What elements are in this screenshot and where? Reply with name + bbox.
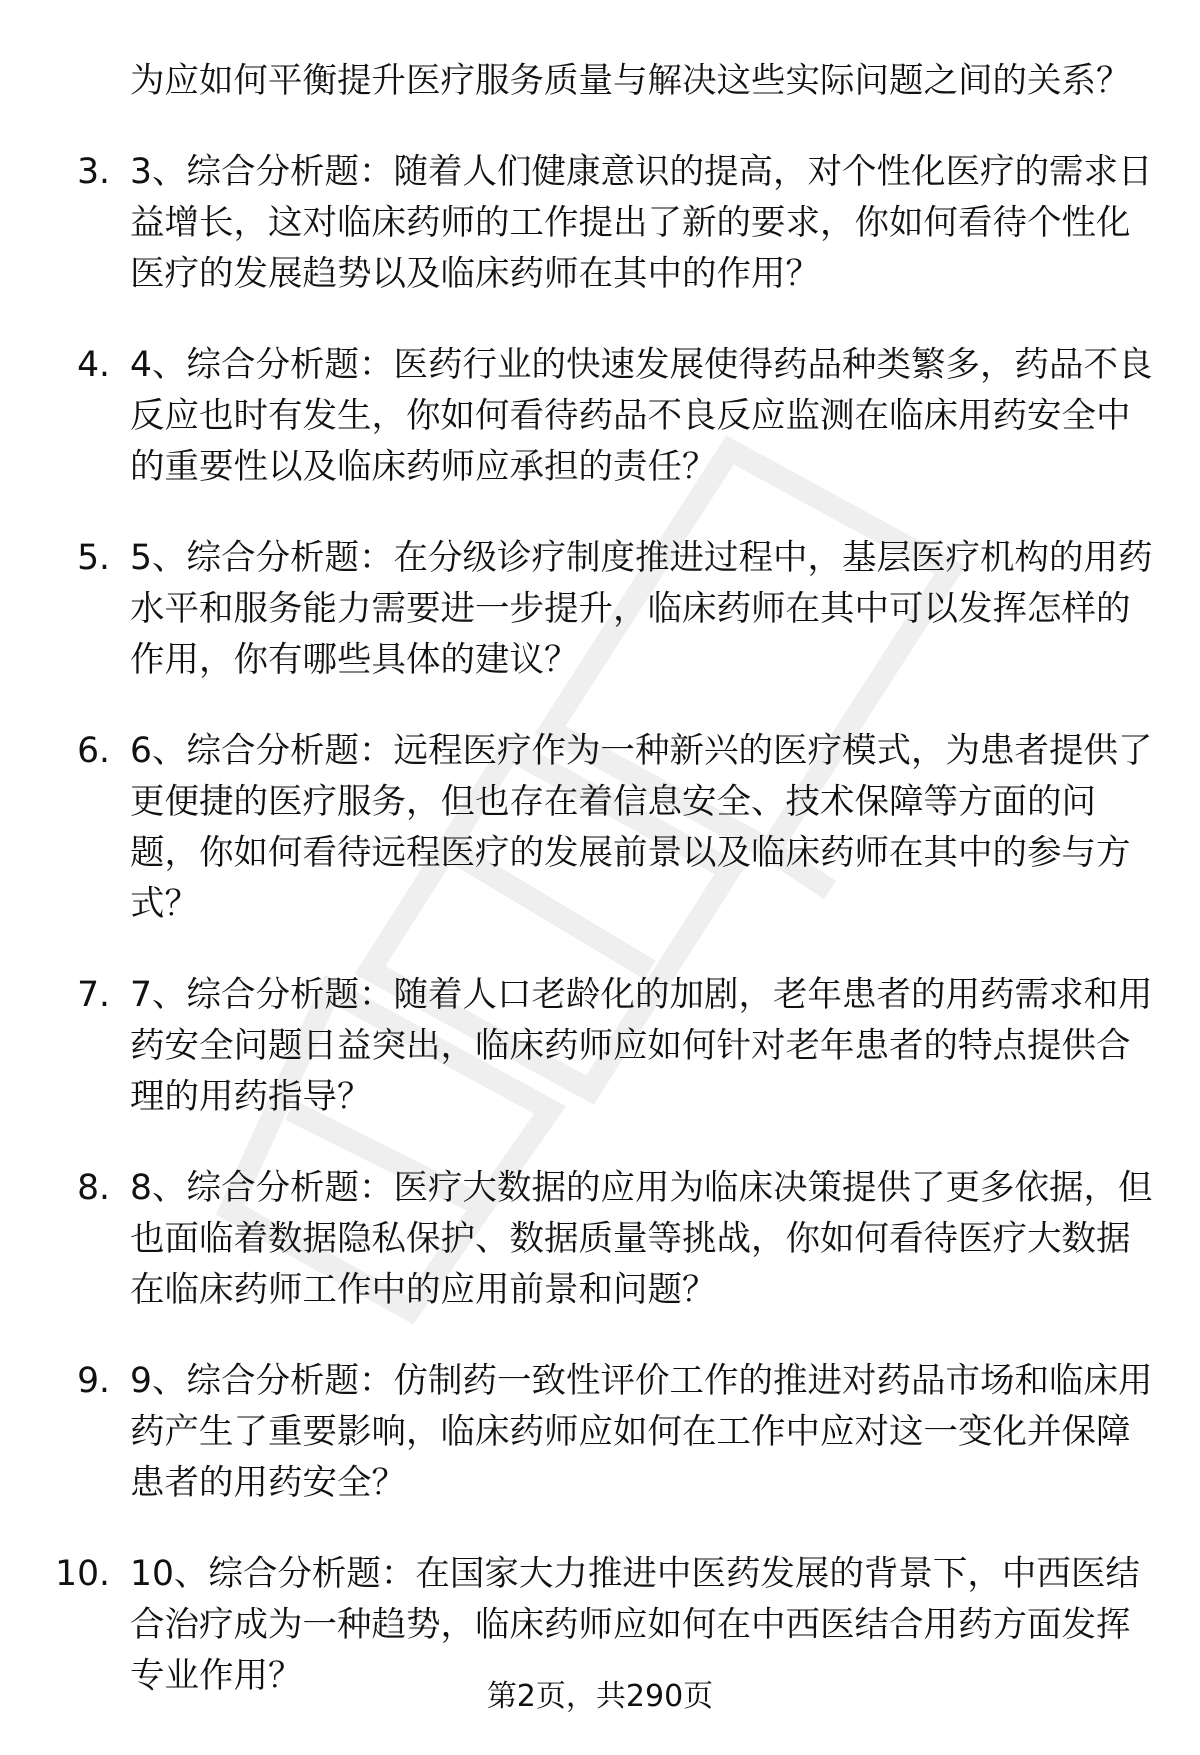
list-item	[0, 340, 1200, 493]
question-text: 8、综合分析题：医疗大数据的应用为临床决策提供了更多依据，但也面临着数据隐私保护、数据质量等挑战，你如何看待医疗大数据在临床药师工作中的应用前景和问题？	[130, 1168, 1153, 1310]
list-item	[0, 1163, 1200, 1316]
question-text: 9、综合分析题：仿制药一致性评价工作的推进对药品市场和临床用药产生了重要影响，临床药师应如何在工作中应对这一变化并保障患者的用药安全？	[130, 1361, 1153, 1503]
question-number: 9.	[77, 1361, 110, 1401]
question-text: 5、综合分析题：在分级诊疗制度推进过程中，基层医疗机构的用药水平和服务能力需要进一步提升，临床药师在其中可以发挥怎样的作用，你有哪些具体的建议？	[130, 538, 1153, 680]
question-number: 4.	[77, 345, 110, 385]
question-number: 8.	[77, 1168, 110, 1208]
question-number: 7.	[77, 975, 110, 1015]
list-item	[0, 147, 1200, 300]
question-number: 3.	[77, 152, 110, 192]
page-number-label: 第2页，共290页	[486, 1679, 714, 1714]
page-footer	[0, 1677, 1200, 1717]
question-list	[0, 147, 1200, 1702]
list-item	[0, 1356, 1200, 1509]
document-body	[0, 56, 1200, 1742]
question-number: 5.	[77, 538, 110, 578]
question-text: 4、综合分析题：医药行业的快速发展使得药品种类繁多，药品不良反应也时有发生，你如何看待药品不良反应监测在临床用药安全中的重要性以及临床药师应承担的责任？	[130, 345, 1153, 487]
list-item	[0, 533, 1200, 686]
list-item	[0, 970, 1200, 1123]
question-text: 7、综合分析题：随着人口老龄化的加剧，老年患者的用药需求和用药安全问题日益突出，临床药师应如何针对老年患者的特点提供合理的用药指导？	[130, 975, 1153, 1117]
question-number: 6.	[77, 731, 110, 771]
list-item	[0, 726, 1200, 930]
question-text: 10、综合分析题：在国家大力推进中医药发展的背景下，中西医结合治疗成为一种趋势，临床药师应如何在中西医结合用药方面发挥专业作用？	[130, 1554, 1140, 1696]
question-number: 10.	[55, 1554, 110, 1594]
question-text: 3、综合分析题：随着人们健康意识的提高，对个性化医疗的需求日益增长，这对临床药师的工作提出了新的要求，你如何看待个性化医疗的发展趋势以及临床药师在其中的作用？	[130, 152, 1153, 294]
question-continuation-text: 为应如何平衡提升医疗服务质量与解决这些实际问题之间的关系？	[130, 61, 1131, 101]
question-text: 6、综合分析题：远程医疗作为一种新兴的医疗模式，为患者提供了更便捷的医疗服务，但也存在着信息安全、技术保障等方面的问题，你如何看待远程医疗的发展前景以及临床药师在其中的参与方式？	[130, 731, 1153, 924]
